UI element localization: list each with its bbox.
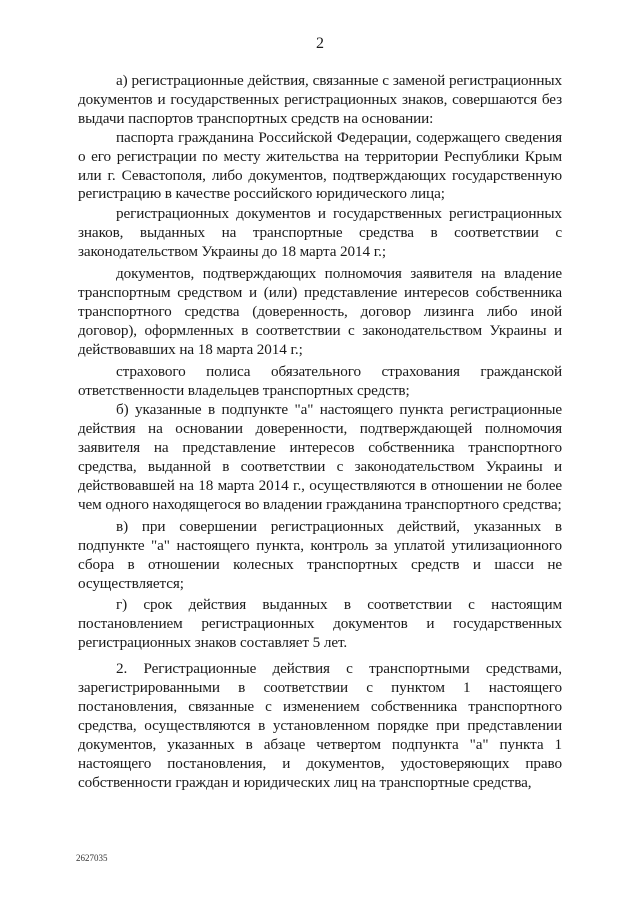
paragraph-registration-documents: регистрационных документов и государственных регистрационных знаков, выданных на транспортные средства в соответствии с законодательством Украины до 18 марта 2014 г.;	[78, 205, 562, 261]
paragraph-authority-documents: документов, подтверждающих полномочия заявителя на владение транспортным средством и (или) представление интересов собственника транспортного средства (доверенность, договор лизинга либо иной договор), оформленных в соответствии с законодательством Украины и действовавших на 18 марта 2014 г.;	[78, 265, 562, 358]
paragraph-v: в) при совершении регистрационных действий, указанных в подпункте "а" настоящего пункта, контроль за уплатой утилизационного сбора в отношении колесных транспортных средств и шасси не осуществляется;	[78, 517, 562, 592]
page-number: 2	[316, 35, 324, 52]
paragraph-g: г) срок действия выданных в соответствии с настоящим постановлением регистрационных документов и государственных регистрационных знаков составляет 5 лет.	[78, 596, 562, 652]
paragraph-passport: паспорта гражданина Российской Федерации, содержащего сведения о его регистрации по месту жительства на территории Республики Крым или г. Севастополя, либо документов, подтверждающих государственную регистрацию в качестве российского юридического лица;	[78, 128, 562, 203]
paragraph-2: 2. Регистрационные действия с транспортными средствами, зарегистрированными в соответствии с пунктом 1 настоящего постановления, связанные с изменением собственника транспортного средства, осуществляются в установленном порядке при представлении документов, указанных в абзаце четвертом подпункта "а" пункта 1 настоящего постановления, и документов, удостоверяющих право собственности граждан и юридических лиц на транспортные средства,	[78, 660, 562, 791]
paragraph-insurance-policy: страхового полиса обязательного страхования гражданской ответственности владельцев транспортных средств;	[78, 362, 562, 399]
paragraph-b: б) указанные в подпункте "а" настоящего пункта регистрационные действия на основании доверенности, подтверждающей полномочия заявителя на представление интересов собственника транспортного средства, выданной в соответствии с законодательством Украины и действовавшей на 18 марта 2014 г., осуществляются в отношении не более чем одного находящегося во владении гражданина транспортного средства;	[78, 401, 562, 513]
paragraph-a-intro: а) регистрационные действия, связанные с заменой регистрационных документов и государственных регистрационных знаков, совершаются без выдачи паспортов транспортных средств на основании:	[78, 72, 562, 127]
document-code: 2627035	[76, 853, 108, 863]
document-body	[78, 72, 562, 793]
